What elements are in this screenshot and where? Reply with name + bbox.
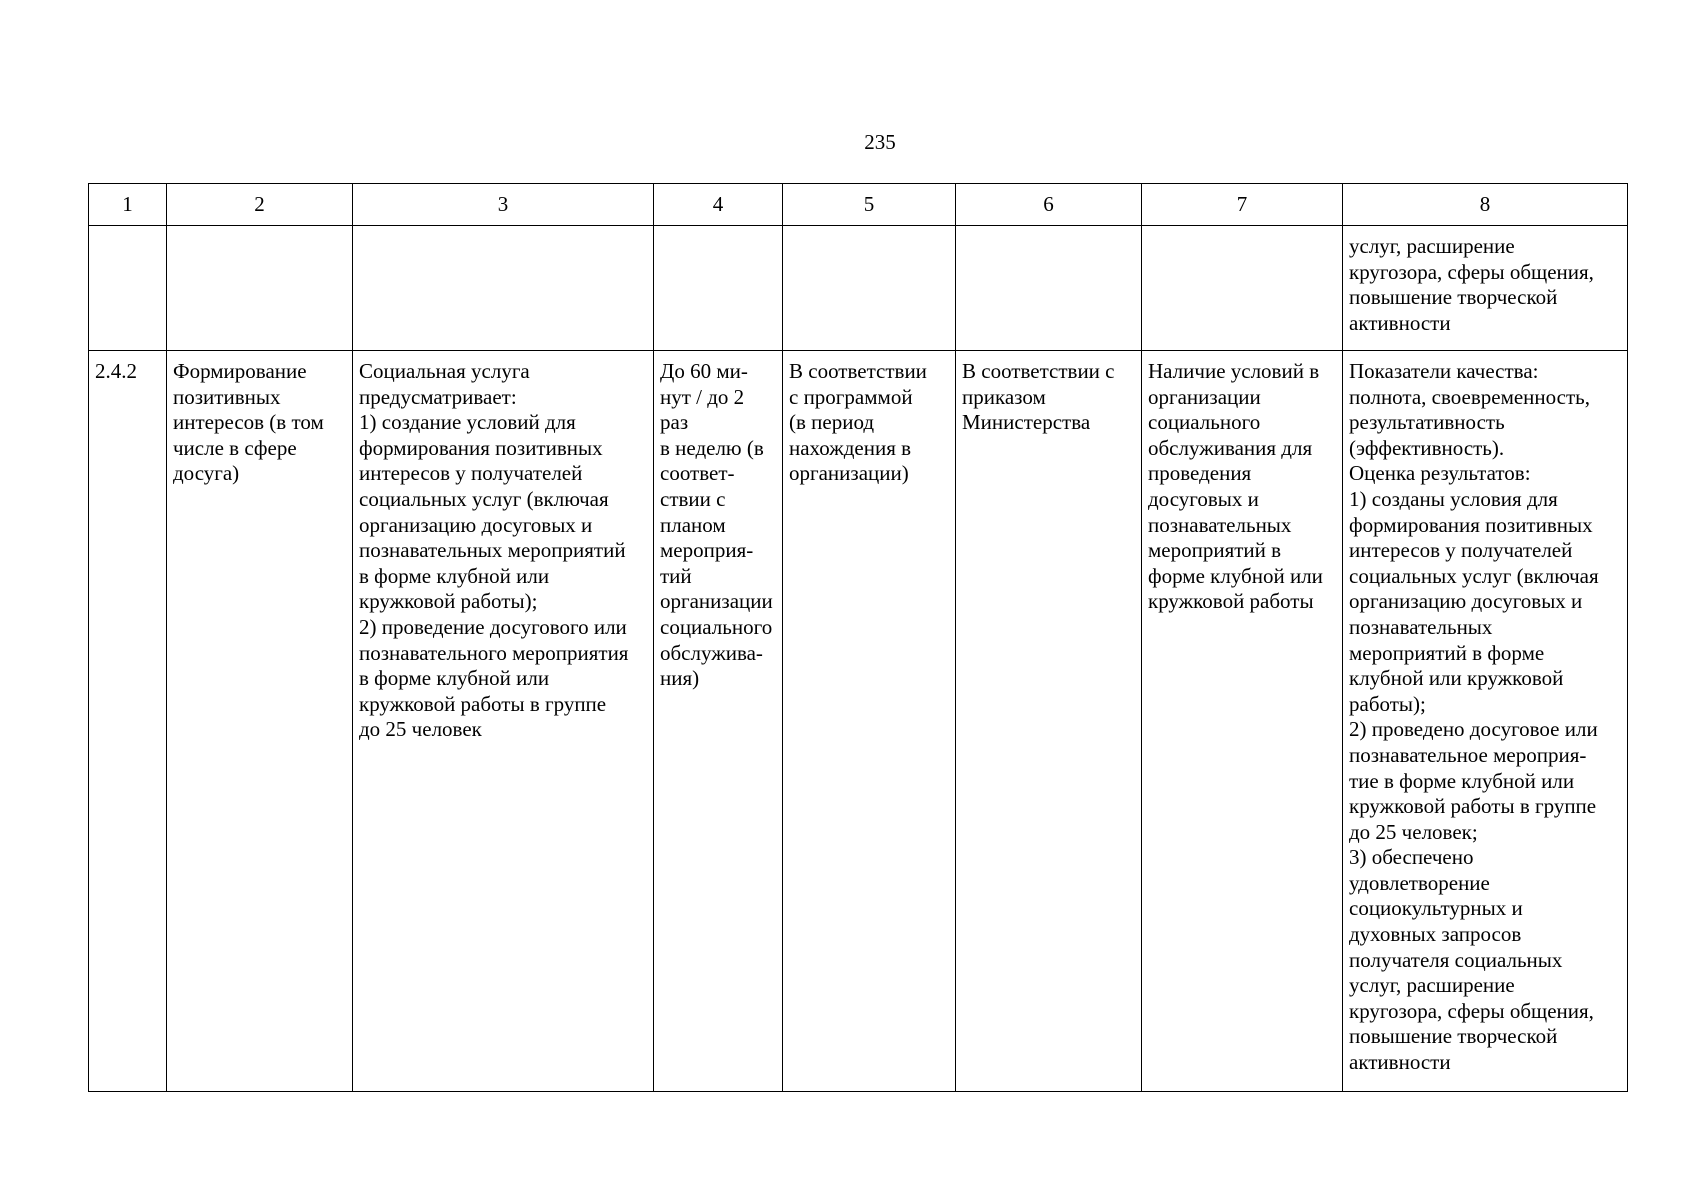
table-cell <box>353 226 654 351</box>
header-cell-5: 5 <box>783 184 956 226</box>
quality-continuation-cell: услуг, расширение кругозора, сферы общения, повышение творческой активности <box>1343 226 1628 351</box>
header-cell-3: 3 <box>353 184 654 226</box>
table-row <box>89 351 1628 1092</box>
service-duration-cell: До 60 ми- нут / до 2 раз в неделю (в соответ- ствии с планом мероприя- тий организации социального обслужива- ния) <box>654 351 783 1092</box>
service-quality-cell: Показатели качества: полнота, своевременность, результативность (эффективность). Оценка результатов: 1) созданы условия для формирования позитивных интересов у получателей социальных услуг (включая организацию досуговых и познавательных мероприятий в форме клубной или кружковой работы); 2) проведено досуговое или познавательное мероприя- тие в форме клубной или кружковой работы в группе до 25 человек; 3) обеспечено удовлетворение социокультурных и духовных запросов получателя социальных услуг, расширение кругозора, сферы общения, повышение творческой активности <box>1343 351 1628 1092</box>
service-name-cell: Формирование позитивных интересов (в том числе в сфере досуга) <box>167 351 353 1092</box>
service-cost-cell: В соответствии с приказом Министерства <box>956 351 1142 1092</box>
table-cell <box>956 226 1142 351</box>
header-cell-2: 2 <box>167 184 353 226</box>
page-number: 235 <box>864 130 896 154</box>
header-cell-6: 6 <box>956 184 1142 226</box>
service-conditions-cell: Наличие условий в организации социального обслуживания для проведения досуговых и познавательных мероприятий в форме клубной или кружковой работы <box>1142 351 1343 1092</box>
services-table <box>88 183 1628 1092</box>
table-cell <box>167 226 353 351</box>
header-cell-7: 7 <box>1142 184 1343 226</box>
table-cell <box>783 226 956 351</box>
table-cell <box>89 226 167 351</box>
table-header-row <box>89 184 1628 226</box>
service-terms-cell: В соответствии с программой (в период нахождения в организации) <box>783 351 956 1092</box>
table-row-continuation <box>89 226 1628 351</box>
header-cell-1: 1 <box>89 184 167 226</box>
service-number-cell: 2.4.2 <box>89 351 167 1092</box>
table-cell <box>1142 226 1343 351</box>
table-cell <box>654 226 783 351</box>
header-cell-8: 8 <box>1343 184 1628 226</box>
service-description-cell: Социальная услуга предусматривает: 1) создание условий для формирования позитивных интересов у получателей социальных услуг (включая организацию досуговых и познавательных мероприятий в форме клубной или кружковой работы); 2) проведение досугового или познавательного мероприятия в форме клубной или кружковой работы в группе до 25 человек <box>353 351 654 1092</box>
header-cell-4: 4 <box>654 184 783 226</box>
